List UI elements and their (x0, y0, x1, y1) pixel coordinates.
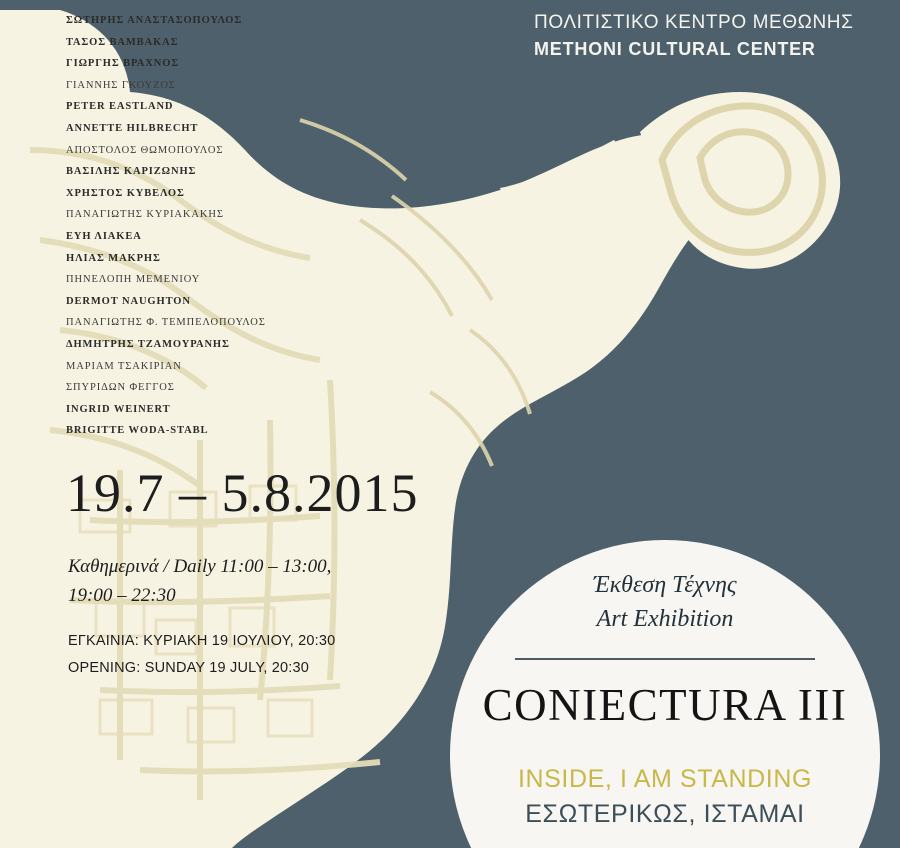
artist-name: ΔΗΜΗΤΡΗΣ ΤΖΑΜΟΥΡΑΝΗΣ (66, 338, 230, 350)
header (534, 12, 853, 60)
artist-name: ANNETTE HILBRECHT (66, 122, 199, 134)
artist-name: BRIGITTE WODA-STABL (66, 425, 209, 437)
exhibition-dates: 19.7 – 5.8.2015 (66, 463, 419, 523)
exhibition-badge (450, 540, 880, 848)
opening-hours-line-2: 19:00 – 22:30 (68, 585, 176, 606)
artist-name: INGRID WEINERT (66, 403, 171, 415)
tagline-english: INSIDE, I AM STANDING (517, 764, 813, 793)
artist-list (66, 10, 406, 442)
artist-name: ΠΑΝΑΓΙΩΤΗΣ ΚΥΡΙΑΚΑΚΗΣ (66, 209, 224, 221)
badge-divider (515, 658, 815, 660)
badge-subtitle-greek: Έκθεση Τέχνης (593, 572, 737, 598)
tagline-greek: ΕΣΩΤΕΡΙΚΩΣ, ΙΣΤΑΜΑΙ (525, 799, 805, 828)
artist-name: ΕΥΗ ΛΙΑΚΕΑ (66, 230, 142, 242)
artist-name: ΤΑΣΟΣ ΒΑΜΒΑΚΑΣ (66, 36, 179, 48)
artist-name: ΠΑΝΑΓΙΩΤΗΣ Φ. ΤΕΜΠΕΛΟΠΟΥΛΟΣ (66, 317, 266, 329)
opening-hours (68, 552, 488, 610)
header-title-english: METHONI CULTURAL CENTER (534, 39, 816, 59)
opening-hours-line-1: Καθημερινά / Daily 11:00 – 13:00, (68, 556, 332, 577)
artist-name: ΣΩΤΗΡΗΣ ΑΝΑΣΤΑΣΟΠΟΥΛΟΣ (66, 15, 243, 26)
artist-name: PETER EASTLAND (66, 101, 174, 113)
opening-event (68, 628, 488, 682)
artist-name: ΠΗΝΕΛΟΠΗ ΜΕΜΕΝΙΟΥ (66, 274, 201, 286)
opening-english: OPENING: SUNDAY 19 JULY, 20:30 (68, 660, 310, 676)
artist-name: ΑΠΟΣΤΟΛΟΣ ΘΩΜΟΠΟΥΛΟΣ (66, 144, 224, 156)
opening-greek: ΕΓΚΑΙΝΙΑ: ΚΥΡΙΑΚΗ 19 ΙΟΥΛΙΟΥ, 20:30 (68, 633, 336, 649)
artist-name: ΓΙΩΡΓΗΣ ΒΡΑΧΝΟΣ (66, 58, 180, 70)
artist-name: DERMOT NAUGHTON (66, 295, 191, 307)
artist-name: ΜΑΡΙΑΜ ΤΣΑΚΙΡΙΑΝ (66, 360, 182, 372)
artist-name: ΒΑΣΙΛΗΣ ΚΑΡΙΖΩΝΗΣ (66, 166, 197, 178)
artist-name: ΧΡΗΣΤΟΣ ΚΥΒΕΛΟΣ (66, 187, 185, 199)
header-title-greek: ΠΟΛΙΤΙΣΤΙΚΟ ΚΕΝΤΡΟ ΜΕΘΩΝΗΣ (534, 12, 854, 33)
badge-subtitle-english: Art Exhibition (596, 606, 734, 632)
artist-name: ΗΛΙΑΣ ΜΑΚΡΗΣ (66, 252, 161, 264)
exhibition-title: CONIECTURA III (482, 679, 848, 730)
artist-name: ΓΙΑΝΝΗΣ ΓΚΟΥΖΟΣ (66, 79, 176, 91)
artist-name: ΣΠΥΡΙΔΩΝ ΦΕΓΓΟΣ (66, 382, 175, 394)
